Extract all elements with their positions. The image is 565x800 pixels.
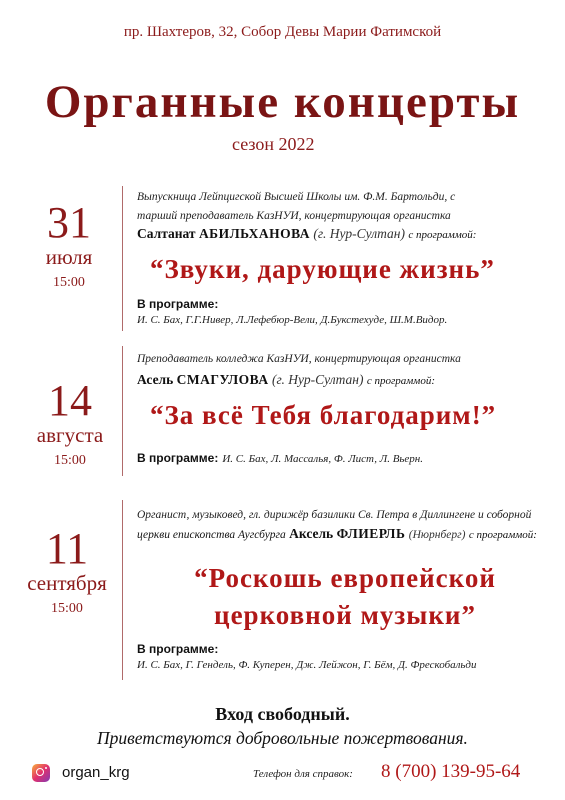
concert-month: сентября	[27, 571, 107, 595]
divider-line	[122, 186, 123, 331]
concert-date	[18, 378, 122, 470]
donations-notice: Приветствуются добровольные пожертвования.	[97, 728, 468, 748]
program-title-line: церковной музыки”	[214, 600, 476, 630]
concert-time: 15:00	[51, 601, 83, 616]
performer-last-name: АБИЛЬХАНОВА	[198, 226, 311, 241]
instagram-icon[interactable]	[32, 764, 50, 782]
divider-line	[122, 346, 123, 476]
performer-first-name: Аксель	[289, 526, 334, 541]
concert-day: 14	[48, 376, 92, 425]
program-label: В программе:	[137, 642, 219, 656]
intro-line: Органист, музыковед, гл. дирижёр базилики Св. Петра в Диллингене и соборной	[137, 509, 532, 521]
program-label: В программе:	[137, 297, 219, 311]
program-title-line: “Роскошь европейской	[194, 563, 496, 593]
venue-address: пр. Шахтеров, 32, Собор Девы Марии Фатимской	[123, 24, 442, 40]
composers-list: И. С. Бах, Г.Г.Нивер, Л.Лефебюр-Вели, Д.Букстехуде, Ш.М.Видор.	[137, 314, 448, 326]
program-title	[150, 560, 540, 634]
performer-line	[137, 370, 562, 391]
intro-line: Преподаватель колледжа КазНУИ, концертирующая органистка	[137, 353, 461, 365]
program-label: В программе:	[137, 451, 219, 465]
performer-line	[137, 524, 562, 545]
concert-time: 15:00	[54, 453, 86, 468]
program-intro: с программой:	[366, 375, 435, 387]
concert-date	[12, 526, 122, 618]
performer-last-name: СМАГУЛОВА	[176, 372, 269, 387]
performer-city: (г. Нур-Султан)	[313, 226, 405, 241]
concert-month: августа	[36, 423, 104, 447]
phone-number[interactable]: 8 (700) 139-95-64	[381, 761, 521, 782]
page-title: Органные концерты	[44, 76, 521, 128]
performer-first-name: Салтанат	[137, 226, 196, 241]
phone-label: Телефон для справок:	[253, 768, 353, 780]
performer-line	[137, 224, 562, 245]
composers-list: И. С. Бах, Л. Массалья, Ф. Лист, Л. Вьерн.	[222, 453, 424, 465]
performer-intro	[137, 506, 561, 525]
performer-intro	[137, 188, 557, 226]
performer-city: (г. Нур-Султан)	[271, 372, 364, 387]
performer-city: (Нюрнберг)	[408, 529, 466, 541]
instagram-handle[interactable]: organ_krg	[62, 764, 130, 781]
free-entry-notice: Вход свободный.	[215, 704, 350, 724]
program-title: “За всё Тебя благодарим!”	[150, 400, 497, 430]
composers-list: И. С. Бах, Г. Гендель, Ф. Куперен, Дж. Лейжон, Г. Бём, Д. Фрескобальди	[137, 659, 477, 671]
intro-line: Выпускница Лейпцигской Высшей Школы им. Ф.М. Бартольди, с	[137, 191, 456, 203]
concert-time: 15:00	[53, 275, 85, 290]
intro-line: тарший преподаватель КазНУИ, концертирующая органистка	[137, 210, 451, 222]
concert-day: 11	[45, 524, 89, 573]
divider-line	[122, 500, 123, 680]
program-title: “Звуки, дарующие жизнь”	[150, 254, 495, 284]
program-intro: с программой:	[468, 529, 537, 541]
concert-date	[22, 200, 116, 292]
concert-day: 31	[47, 198, 91, 247]
performer-last-name: ФЛИЕРЛЬ	[336, 526, 406, 541]
program-intro: с программой:	[408, 229, 477, 241]
performer-first-name: Асель	[137, 372, 174, 387]
concert-month: июля	[45, 245, 93, 269]
season-label: сезон 2022	[232, 134, 315, 154]
program-line	[137, 449, 557, 467]
intro-line: церкви епископства Аугсбурга	[137, 529, 286, 541]
performer-intro	[137, 350, 557, 369]
